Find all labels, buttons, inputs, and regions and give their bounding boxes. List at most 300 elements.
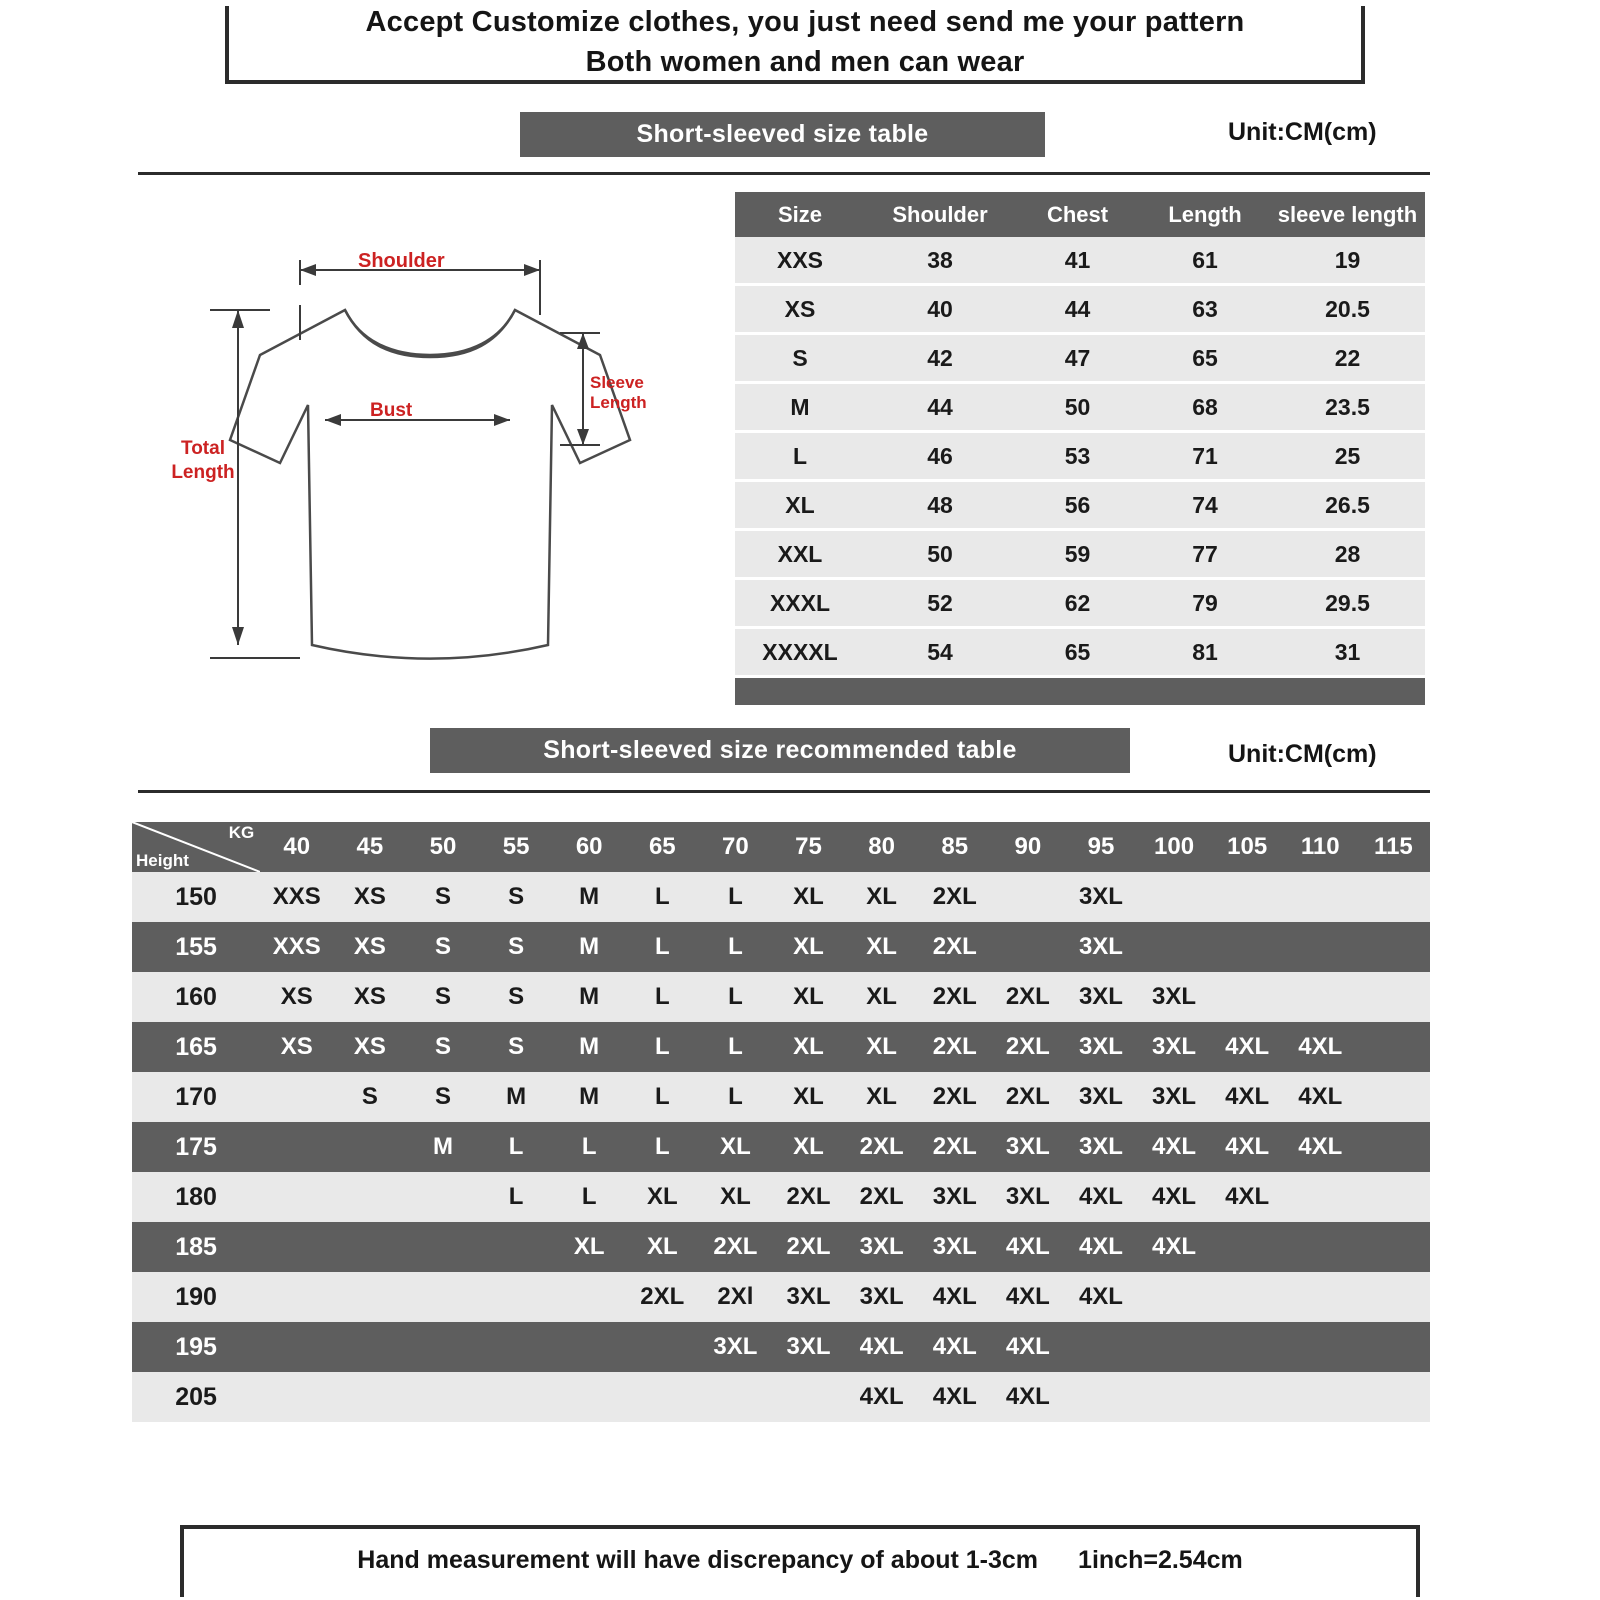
chest-cell: 56 [1015,481,1140,530]
sleeve-cell: 26.5 [1270,481,1425,530]
footer-conversion: 1inch=2.54cm [1078,1546,1243,1574]
size-cell: XL [735,481,865,530]
chest-cell: 62 [1015,579,1140,628]
size-cell [406,1372,479,1422]
size-cell: 4XL [991,1372,1064,1422]
length-cell: 61 [1140,237,1270,285]
size-cell: L [480,1122,553,1172]
size-cell: XS [333,872,406,922]
size-cell [1284,922,1357,972]
sleeve-length-label-line1: Sleeve [590,373,644,392]
size-cell: XL [626,1172,699,1222]
size-cell [1357,1322,1430,1372]
size-table-title: Short-sleeved size table [636,120,929,148]
shoulder-cell: 54 [865,628,1015,677]
size-cell [333,1372,406,1422]
height-cell: 170 [132,1072,260,1122]
size-table-unit: Unit:CM(cm) [1228,118,1377,146]
size-cell [1284,1172,1357,1222]
weight-header: 65 [626,822,699,872]
size-cell: L [626,972,699,1022]
size-cell: 2XL [918,1122,991,1172]
sleeve-cell: 20.5 [1270,285,1425,334]
sleeve-length-label [590,373,647,413]
size-cell [260,1072,333,1122]
weight-header: 80 [845,822,918,872]
chest-cell: 65 [1015,628,1140,677]
size-cell: XXXXL [735,628,865,677]
size-cell [1357,1122,1430,1172]
sleeve-length-label-line2: Length [590,393,647,412]
table-row [132,922,1430,972]
divider-middle [138,790,1430,793]
height-cell: 185 [132,1222,260,1272]
size-cell [1138,922,1211,972]
rec-table-unit: Unit:CM(cm) [1228,740,1377,768]
size-cell: XS [333,972,406,1022]
shoulder-cell: 50 [865,530,1015,579]
size-cell: XS [735,285,865,334]
length-cell: 74 [1140,481,1270,530]
size-cell [1211,872,1284,922]
size-cell: L [699,972,772,1022]
size-cell [553,1322,626,1372]
size-cell: S [480,872,553,922]
size-cell [1211,1222,1284,1272]
table-row [132,1022,1430,1072]
table-row [735,432,1425,481]
size-cell: XXS [260,872,333,922]
size-table-th-length: Length [1140,192,1270,237]
table-row [735,285,1425,334]
size-cell: M [553,1022,626,1072]
corner-kg-label: KG [228,823,255,842]
size-table-title-bar [520,112,1045,157]
chest-cell: 50 [1015,383,1140,432]
size-cell: XL [772,972,845,1022]
table-row [735,334,1425,383]
weight-header: 55 [480,822,553,872]
table-row [132,1122,1430,1172]
footer-note: Hand measurement will have discrepancy of about 1-3cm [357,1546,1039,1574]
size-cell [772,1372,845,1422]
weight-header: 40 [260,822,333,872]
size-cell: S [480,922,553,972]
size-cell [1357,1372,1430,1422]
size-table-th-shoulder: Shoulder [865,192,1015,237]
size-cell [333,1272,406,1322]
sleeve-cell: 29.5 [1270,579,1425,628]
size-cell: 2XL [918,972,991,1022]
shoulder-cell: 38 [865,237,1015,285]
size-cell: 2XL [772,1172,845,1222]
size-cell: L [626,1122,699,1172]
size-cell: XL [626,1222,699,1272]
size-cell: 2XL [626,1272,699,1322]
size-cell: XL [699,1172,772,1222]
size-cell [553,1372,626,1422]
size-cell: 3XL [991,1122,1064,1172]
size-cell [1357,1172,1430,1222]
rec-table-title-bar [430,728,1130,773]
chest-cell: 53 [1015,432,1140,481]
total-length-label-line2: Length [171,462,235,483]
weight-header: 115 [1357,822,1430,872]
header-line-2: Both women and men can wear [585,46,1025,78]
size-cell: M [735,383,865,432]
chest-cell: 41 [1015,237,1140,285]
recommended-size-table [132,822,1430,1422]
size-cell [480,1272,553,1322]
size-table [735,192,1425,705]
header-title [190,2,1420,82]
size-cell: XL [772,1122,845,1172]
size-cell: 3XL [1138,972,1211,1022]
size-cell: 4XL [1064,1172,1137,1222]
size-cell: XS [333,922,406,972]
size-table-th-size: Size [735,192,865,237]
weight-header: 95 [1064,822,1137,872]
chest-cell: 44 [1015,285,1140,334]
size-cell: L [480,1172,553,1222]
tshirt-collar [345,310,515,357]
size-cell [1211,922,1284,972]
size-cell: 4XL [918,1322,991,1372]
size-cell: 3XL [1064,1122,1137,1172]
size-cell: M [406,1122,479,1172]
size-cell: 3XL [918,1222,991,1272]
weight-header: 50 [406,822,479,872]
length-cell: 63 [1140,285,1270,334]
sleeve-cell: 31 [1270,628,1425,677]
size-cell: 4XL [1138,1122,1211,1172]
size-cell: 3XL [1064,972,1137,1022]
size-cell: XXL [735,530,865,579]
size-cell [553,1272,626,1322]
size-cell: 3XL [1064,922,1137,972]
weight-header: 105 [1211,822,1284,872]
size-cell: XL [553,1222,626,1272]
size-table-th-chest: Chest [1015,192,1140,237]
tshirt-diagram [140,215,710,685]
size-cell: 2Xl [699,1272,772,1322]
size-cell [1357,1072,1430,1122]
size-cell: S [735,334,865,383]
size-cell: XL [772,922,845,972]
size-cell [260,1322,333,1372]
footer-note-row [180,1546,1420,1575]
shoulder-cell: 40 [865,285,1015,334]
size-cell: M [553,1072,626,1122]
size-cell: 2XL [918,872,991,922]
table-row [735,237,1425,285]
length-cell: 65 [1140,334,1270,383]
size-cell [1357,872,1430,922]
size-cell: 4XL [1138,1172,1211,1222]
size-cell [1357,972,1430,1022]
size-cell: S [480,1022,553,1072]
size-cell: 4XL [1211,1022,1284,1072]
size-cell [626,1372,699,1422]
weight-header: 110 [1284,822,1357,872]
size-cell: M [553,972,626,1022]
size-cell: 3XL [699,1322,772,1372]
size-cell: L [626,922,699,972]
size-cell: S [406,922,479,972]
size-cell: M [553,922,626,972]
size-cell: XL [772,872,845,922]
size-cell: 2XL [845,1172,918,1222]
weight-header: 75 [772,822,845,872]
table-row [735,383,1425,432]
size-cell: 4XL [1064,1222,1137,1272]
weight-header: 100 [1138,822,1211,872]
size-cell [1284,972,1357,1022]
table-row [735,579,1425,628]
size-cell [333,1222,406,1272]
size-cell: M [480,1072,553,1122]
size-cell: 3XL [845,1222,918,1272]
sleeve-cell: 19 [1270,237,1425,285]
size-cell: 3XL [845,1272,918,1322]
size-cell: XL [845,922,918,972]
size-cell: XL [772,1022,845,1072]
size-cell [1357,1272,1430,1322]
size-cell [1284,1372,1357,1422]
size-cell: S [406,972,479,1022]
height-cell: 165 [132,1022,260,1072]
size-cell: L [699,1072,772,1122]
size-cell: XS [333,1022,406,1072]
rec-table-corner [132,822,260,872]
size-cell: S [406,1022,479,1072]
size-cell: S [480,972,553,1022]
size-cell [1211,1322,1284,1372]
size-cell [1284,1272,1357,1322]
size-cell: XL [845,1072,918,1122]
size-cell: 4XL [918,1372,991,1422]
size-cell: S [333,1072,406,1122]
size-cell: 3XL [1138,1072,1211,1122]
size-cell [260,1172,333,1222]
weight-header: 60 [553,822,626,872]
shoulder-cell: 42 [865,334,1015,383]
size-cell [260,1122,333,1172]
size-cell: 3XL [772,1322,845,1372]
size-cell: 4XL [991,1272,1064,1322]
size-cell: 2XL [918,1072,991,1122]
size-cell: XL [845,972,918,1022]
total-length-label [158,437,248,485]
rec-table-title: Short-sleeved size recommended table [543,736,1017,764]
size-cell [260,1222,333,1272]
bust-label: Bust [370,400,413,421]
length-cell: 81 [1140,628,1270,677]
size-cell [406,1322,479,1372]
size-cell: L [553,1172,626,1222]
size-cell [406,1272,479,1322]
sleeve-cell: 22 [1270,334,1425,383]
size-cell: M [553,872,626,922]
height-cell: 150 [132,872,260,922]
table-row [132,1072,1430,1122]
size-cell: L [699,872,772,922]
weight-header: 90 [991,822,1064,872]
length-cell: 68 [1140,383,1270,432]
size-cell: XXS [260,922,333,972]
shoulder-label: Shoulder [358,250,445,272]
size-cell [333,1122,406,1172]
size-cell: 2XL [772,1222,845,1272]
size-cell [480,1322,553,1372]
height-cell: 205 [132,1372,260,1422]
size-cell: 3XL [1064,1072,1137,1122]
size-cell: L [626,872,699,922]
size-cell [1357,922,1430,972]
sleeve-cell: 23.5 [1270,383,1425,432]
size-cell [260,1372,333,1422]
size-cell [991,922,1064,972]
size-cell: L [699,1022,772,1072]
size-cell: 2XL [918,922,991,972]
table-row [132,872,1430,922]
divider-top [138,172,1430,175]
size-cell: 3XL [991,1172,1064,1222]
size-cell: XL [772,1072,845,1122]
length-cell: 77 [1140,530,1270,579]
size-cell: 4XL [991,1222,1064,1272]
size-cell [699,1372,772,1422]
size-cell: 2XL [991,1022,1064,1072]
size-cell: 3XL [772,1272,845,1322]
height-cell: 155 [132,922,260,972]
weight-header: 45 [333,822,406,872]
size-cell [1064,1322,1137,1372]
table-row [132,1222,1430,1272]
size-cell: 4XL [1284,1122,1357,1172]
sleeve-cell: 28 [1270,530,1425,579]
size-cell [480,1372,553,1422]
length-cell: 71 [1140,432,1270,481]
size-cell: 4XL [1211,1172,1284,1222]
size-cell [1357,1222,1430,1272]
size-cell: XL [845,872,918,922]
size-cell: L [626,1022,699,1072]
table-row [735,481,1425,530]
height-cell: 160 [132,972,260,1022]
table-row [132,972,1430,1022]
size-cell: 2XL [845,1122,918,1172]
size-cell [1138,1322,1211,1372]
rec-table-header-row [132,822,1430,872]
size-cell: S [406,1072,479,1122]
size-cell [1138,1372,1211,1422]
size-cell: XL [699,1122,772,1172]
weight-header: 70 [699,822,772,872]
shoulder-cell: 52 [865,579,1015,628]
size-cell: XXXL [735,579,865,628]
size-table-header-row [735,192,1425,237]
size-cell [406,1172,479,1222]
size-cell: L [735,432,865,481]
size-cell [480,1222,553,1272]
size-cell [1211,1372,1284,1422]
size-cell: 2XL [991,1072,1064,1122]
height-cell: 175 [132,1122,260,1172]
size-cell [333,1172,406,1222]
size-cell [626,1322,699,1372]
table-row [735,530,1425,579]
size-cell: S [406,872,479,922]
shoulder-cell: 46 [865,432,1015,481]
size-cell: 3XL [918,1172,991,1222]
size-cell [1064,1372,1137,1422]
sleeve-cell: 25 [1270,432,1425,481]
height-cell: 190 [132,1272,260,1322]
size-cell: 4XL [845,1322,918,1372]
size-cell: 4XL [1284,1072,1357,1122]
size-cell: L [553,1122,626,1172]
size-cell: 3XL [1138,1022,1211,1072]
size-cell [333,1322,406,1372]
height-cell: 195 [132,1322,260,1372]
size-cell: 4XL [918,1272,991,1322]
tshirt-outline [230,310,630,659]
size-cell [1138,1272,1211,1322]
table-row [132,1272,1430,1322]
size-cell [260,1272,333,1322]
size-cell: 2XL [991,972,1064,1022]
total-length-label-line1: Total [181,438,225,459]
size-cell: XL [845,1022,918,1072]
size-cell: 4XL [845,1372,918,1422]
size-cell: 3XL [1064,872,1137,922]
size-table-th-sleeve: sleeve length [1270,192,1425,237]
size-cell [1138,872,1211,922]
size-cell: 4XL [1138,1222,1211,1272]
size-table-footer-cell [735,677,1425,706]
size-cell [991,872,1064,922]
table-row [132,1172,1430,1222]
chest-cell: 47 [1015,334,1140,383]
chest-cell: 59 [1015,530,1140,579]
size-table-footer-bar [735,677,1425,706]
shoulder-cell: 44 [865,383,1015,432]
size-cell [1284,1322,1357,1372]
size-cell [1211,1272,1284,1322]
size-cell: 4XL [1211,1122,1284,1172]
weight-header: 85 [918,822,991,872]
size-cell: 2XL [699,1222,772,1272]
size-cell: 4XL [1064,1272,1137,1322]
size-cell: 3XL [1064,1022,1137,1072]
table-row [132,1322,1430,1372]
size-cell: L [626,1072,699,1122]
size-cell [406,1222,479,1272]
height-cell: 180 [132,1172,260,1222]
shoulder-cell: 48 [865,481,1015,530]
header-line-1: Accept Customize clothes, you just need send me your pattern [365,6,1245,38]
size-cell [1357,1022,1430,1072]
size-cell [1211,972,1284,1022]
size-cell: L [699,922,772,972]
size-cell: XS [260,1022,333,1072]
size-cell [1284,1222,1357,1272]
length-cell: 79 [1140,579,1270,628]
size-cell [1284,872,1357,922]
corner-height-label: Height [136,851,189,870]
size-cell: XS [260,972,333,1022]
